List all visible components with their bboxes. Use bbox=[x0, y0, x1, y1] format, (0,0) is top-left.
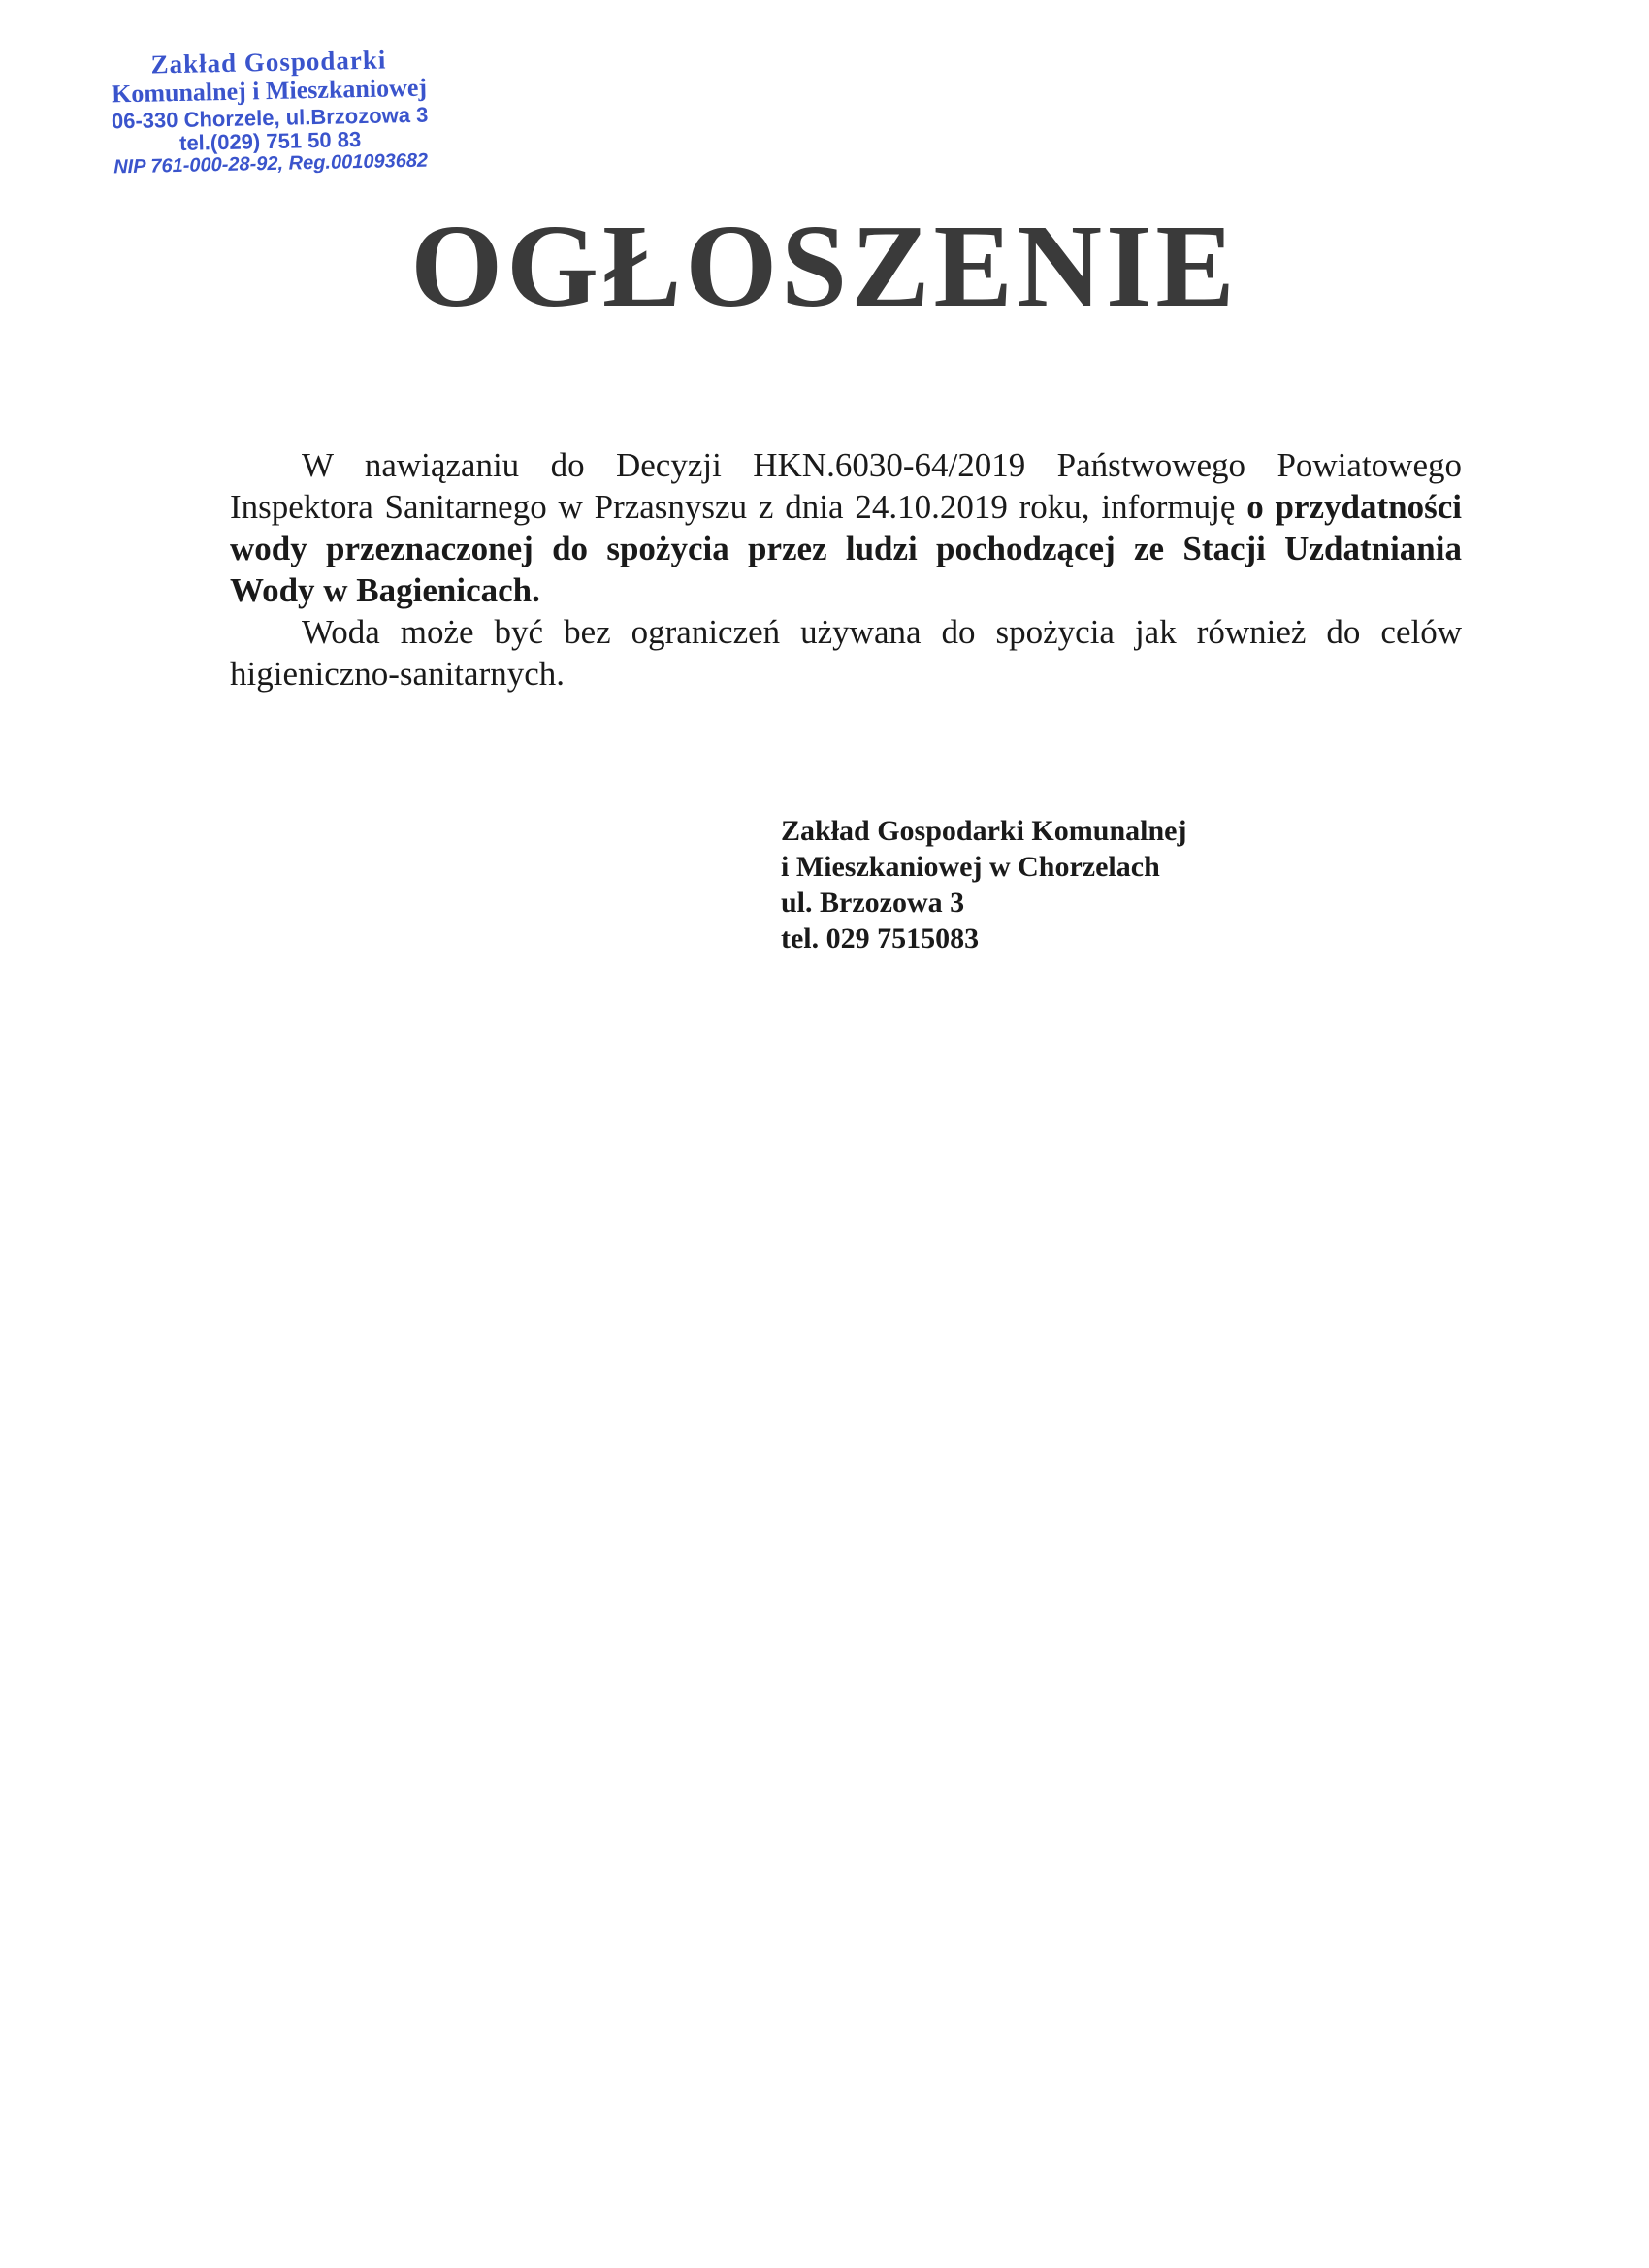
stamp-line-5: NIP 761-000-28-92, Reg.001093682 bbox=[113, 149, 429, 178]
signature-line-1: Zakład Gospodarki Komunalnej bbox=[781, 815, 1187, 847]
stamp-line-3: 06-330 Chorzele, ul.Brzozowa 3 bbox=[111, 102, 429, 134]
signature-line-4: tel. 029 7515083 bbox=[781, 923, 980, 955]
stamp-line-1: Zakład Gospodarki bbox=[150, 45, 387, 80]
announcement-body bbox=[230, 444, 1462, 695]
document-title: OGŁOSZENIE bbox=[410, 201, 1239, 332]
company-stamp bbox=[75, 45, 466, 178]
stamp-line-4: tel.(029) 751 50 83 bbox=[178, 126, 362, 155]
stamp-line-2: Komunalnej i Mieszkaniowej bbox=[111, 73, 428, 109]
paragraph-1-bold-text: o przydatności wody przeznaczonej do spożycia przez ludzi pochodzącej ze Stacji Uzdatniania Wody w Bagienicach. bbox=[230, 488, 1463, 609]
paragraph-2: Woda może być bez ograniczeń używana do spożycia jak również do celów higieniczno-sanitarnych. bbox=[230, 613, 1462, 693]
paragraph-1-normal-text: W nawiązaniu do Decyzji HKN.6030-64/2019 Państwowego Powiatowego Inspektora Sanitarnego w Przasnyszu z dnia 24.10.2019 roku, informuję bbox=[230, 446, 1462, 526]
paragraph-1 bbox=[230, 444, 1462, 611]
signature-block bbox=[781, 813, 1402, 956]
signature-line-3: ul. Brzozowa 3 bbox=[781, 887, 965, 919]
signature-line-2: i Mieszkaniowej w Chorzelach bbox=[781, 851, 1160, 883]
